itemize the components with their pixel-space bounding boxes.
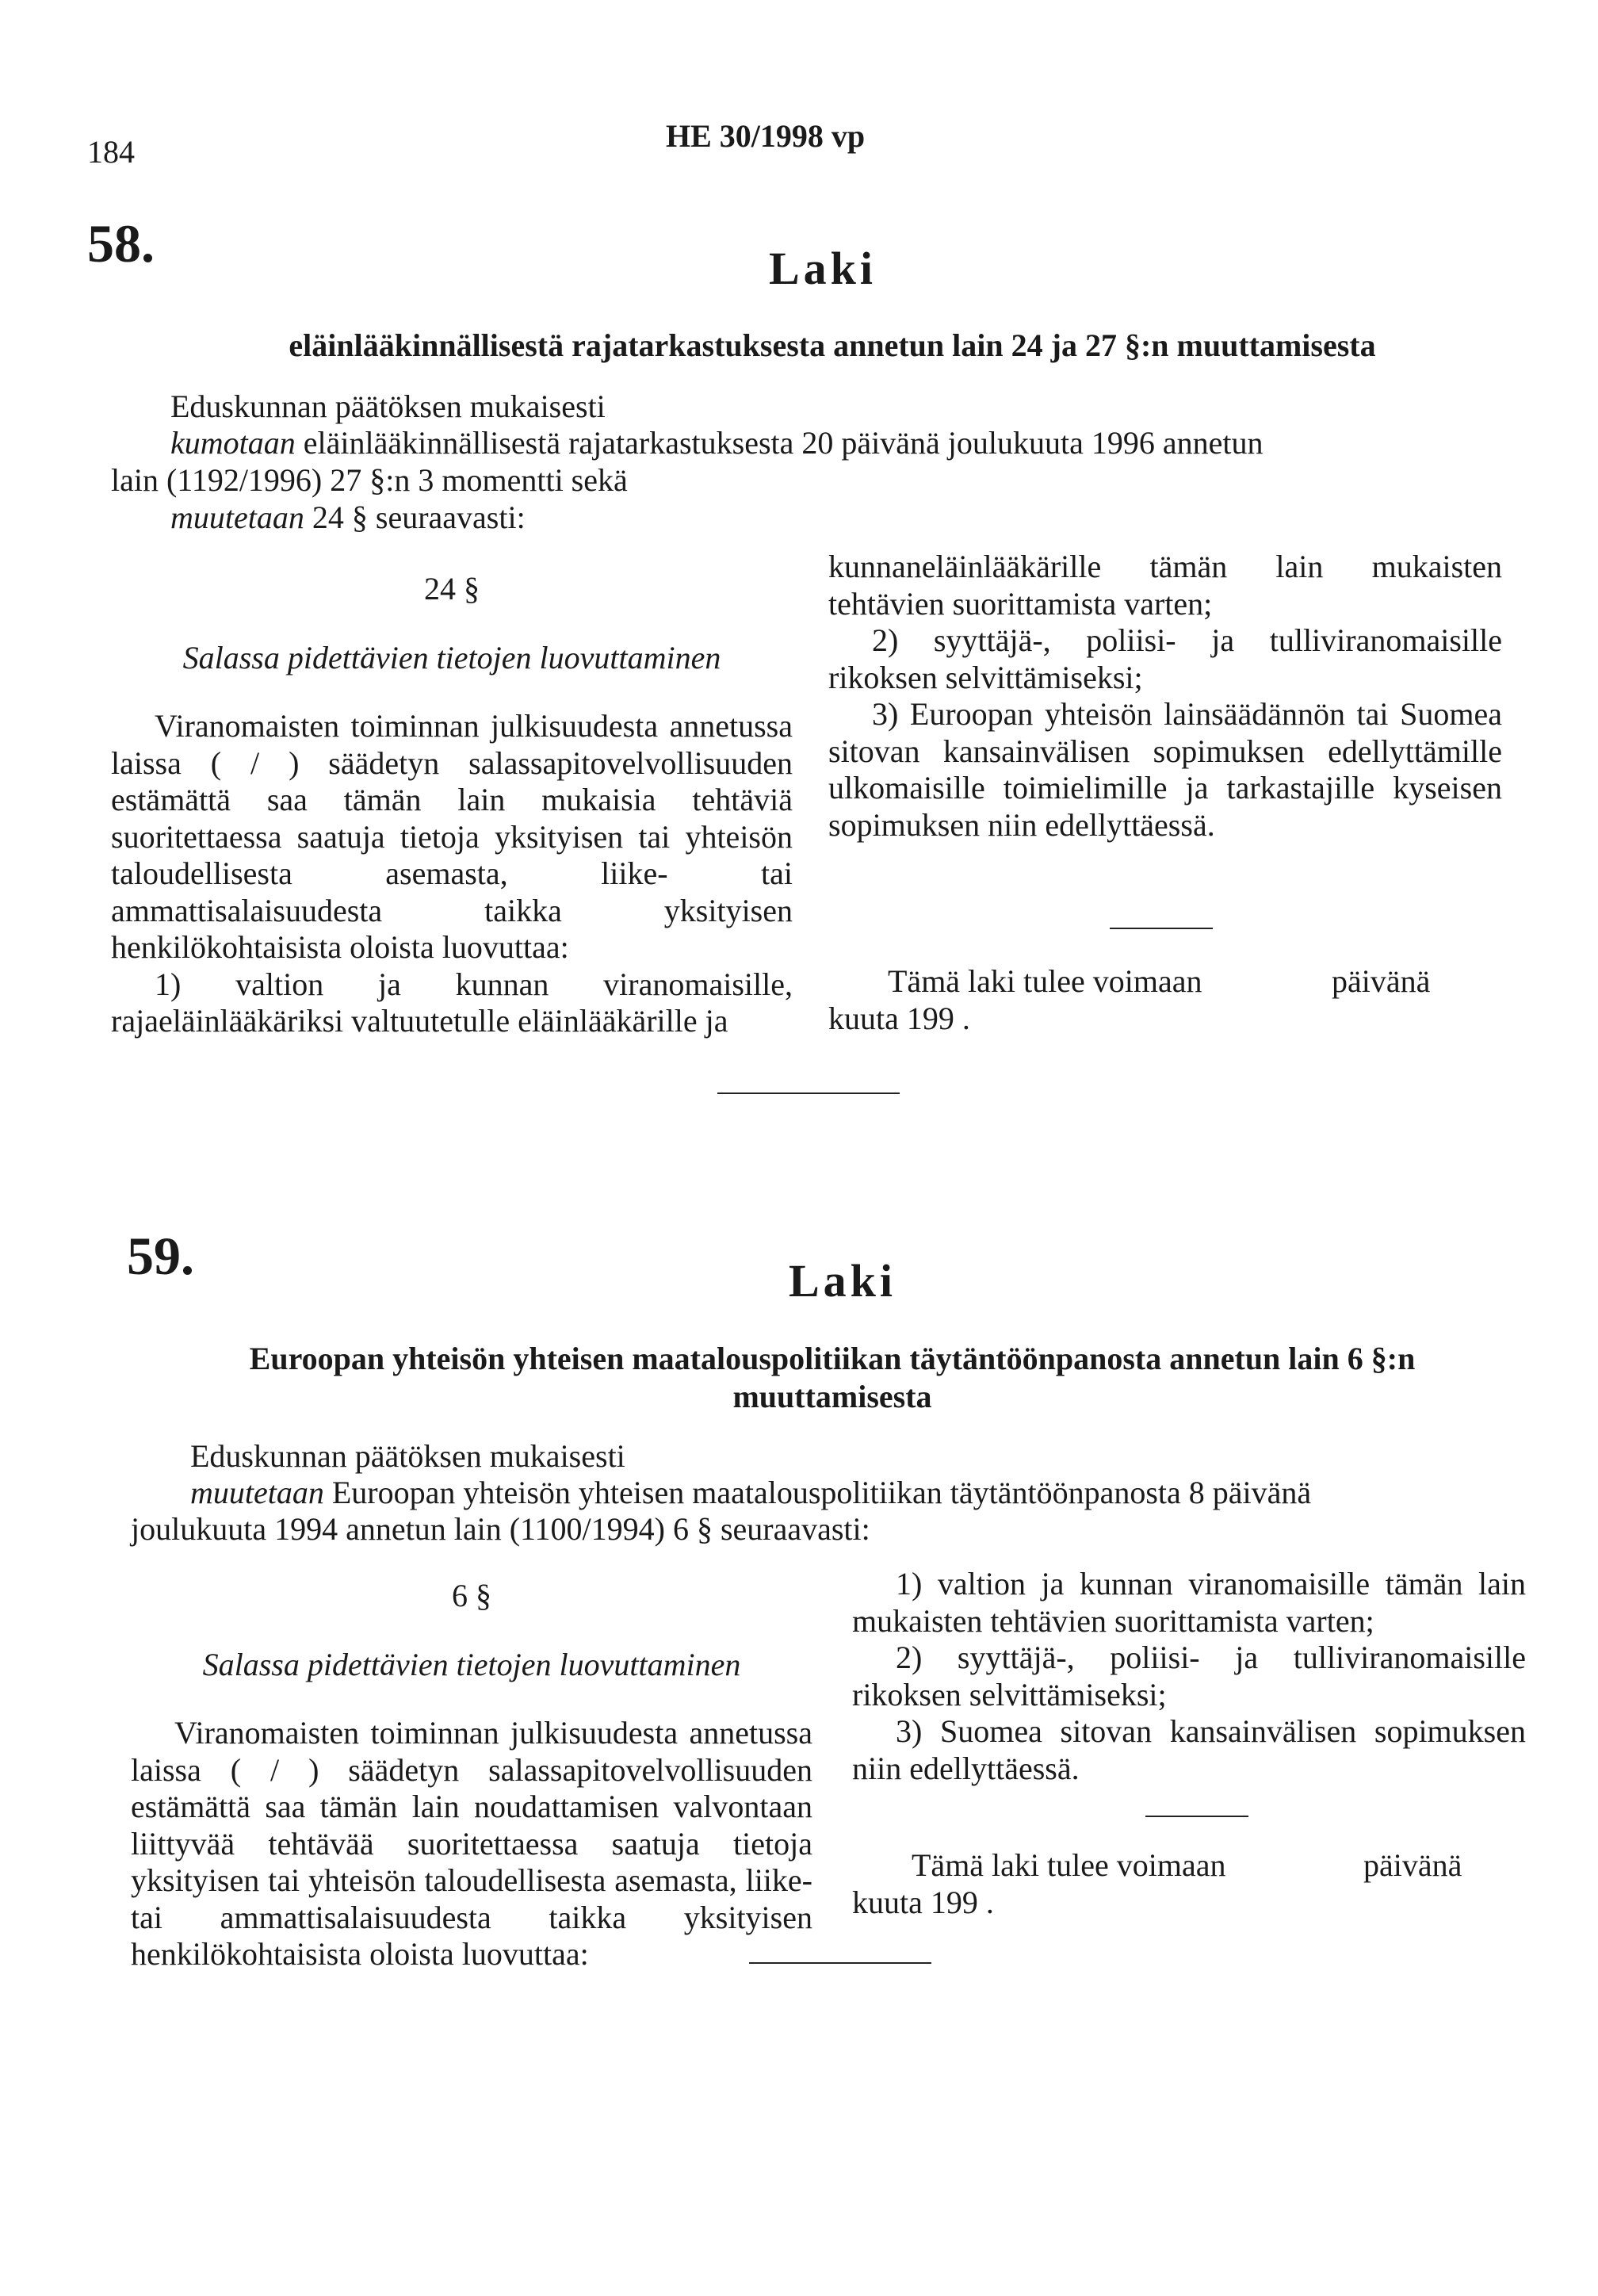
law-58-preamble: Eduskunnan päätöksen mukaisesti — [170, 388, 606, 424]
law-59-section-label: 6 § — [452, 1578, 491, 1613]
law-59-item-2: 2) syyttäjä-, poliisi- ja tulliviranomaisille rikoksen selvittämiseksi; — [852, 1640, 1526, 1712]
law-58-body: Viranomaisten toiminnan julkisuudesta annetussa laissa ( / ) säädetyn salassapitovelvollisuuden estämättä saa tämän lain mukaisia tehtäviä suoritettaessa saatuja tietoja yksityisen tai yhteisön taloudellisesta asemasta, liike- tai ammattisalaisuudesta taikka yksityisen henkilökohtaisista oloista luovuttaa: — [111, 708, 793, 965]
law-59-end-separator — [749, 1962, 931, 1964]
amend-text: Euroopan yhteisön yhteisen maatalouspolitiikan täytäntöönpanosta 8 päivänä — [323, 1475, 1312, 1510]
law-59-body: Viranomaisten toiminnan julkisuudesta annetussa laissa ( / ) säädetyn salassapitovelvollisuuden estämättä saa tämän lain noudattamisen valvontaan liittyvää tehtävää suoritettaessa saatuja tietoja yksityisen tai yhteisön taloudellisesta asemasta, liike- tai ammattisalaisuudesta taikka yksityisen henkilökohtaisista oloista luovuttaa: — [131, 1715, 812, 1972]
law-59-left-column — [131, 1578, 812, 1973]
law-58-item-3: 3) Euroopan yhteisön lainsäädännön tai Suomea sitovan kansainvälisen sopimuksen edellyttämille ulkomaisille toimielimille ja tarkastajille kyseisen sopimuksen niin edellyttäessä. — [828, 696, 1502, 843]
law-59-title: Laki — [788, 1255, 897, 1307]
law-58-entry-day: päivänä — [1332, 963, 1431, 999]
law-59-subject — [119, 1340, 1546, 1416]
page-number: 184 — [87, 134, 135, 170]
law-58-item-1-cont: kunnaneläinlääkärille tämän lain mukaisten tehtävien suorittamista varten; — [828, 549, 1502, 622]
law-58-section-title: Salassa pidettävien tietojen luovuttaminen — [182, 639, 721, 675]
law-58-repeal-line-2: lain (1192/1996) 27 §:n 3 momentti sekä — [111, 462, 628, 498]
law-59-right-column — [852, 1566, 1526, 1787]
law-59-entry-day: päivänä — [1363, 1847, 1462, 1883]
law-58-subject: eläinlääkinnällisestä rajatarkastuksesta annetun lain 24 ja 27 §:n muuttamisesta — [289, 327, 1376, 363]
law-58-right-column — [828, 549, 1502, 844]
law-59-divider — [1145, 1816, 1248, 1817]
law-59-amend-line-2: joulukuuta 1994 annetun lain (1100/1994) 6 § seuraavasti: — [131, 1511, 870, 1547]
law-58-section-label: 24 § — [424, 571, 480, 607]
law-59-subject-line-2: muuttamisesta — [732, 1379, 932, 1414]
law-58-entry-line-2: kuuta 199 . — [828, 1001, 970, 1036]
amend-verb: muutetaan — [170, 499, 304, 535]
law-59-entry-line: Tämä laki tulee voimaan — [912, 1847, 1226, 1883]
amend-text: 24 § seuraavasti: — [304, 499, 526, 535]
law-separator — [717, 1093, 900, 1094]
law-59-item-3: 3) Suomea sitovan kansainvälisen sopimuksen niin edellyttäessä. — [852, 1713, 1526, 1786]
law-59-number: 59. — [127, 1226, 194, 1286]
law-58-divider — [1110, 928, 1213, 929]
repeal-verb: kumotaan — [170, 425, 296, 461]
law-59-subject-line-1: Euroopan yhteisön yhteisen maatalouspolitiikan täytäntöönpanosta annetun lain 6 §:n — [249, 1341, 1416, 1376]
amend-verb: muutetaan — [190, 1475, 324, 1510]
repeal-text: eläinlääkinnällisestä rajatarkastuksesta 20 päivänä joulukuuta 1996 annetun — [295, 425, 1263, 461]
law-59-preamble: Eduskunnan päätöksen mukaisesti — [190, 1438, 625, 1474]
law-58-left-column — [111, 571, 793, 1040]
law-59-section-title: Salassa pidettävien tietojen luovuttaminen — [202, 1646, 741, 1682]
law-58-amend-line — [170, 499, 526, 536]
law-58-title: Laki — [768, 243, 877, 294]
law-58-repeal-line — [170, 425, 1263, 461]
law-58-number: 58. — [87, 213, 155, 274]
law-58-entry-line: Tämä laki tulee voimaan — [888, 963, 1202, 999]
law-59-entry-line-2: kuuta 199 . — [852, 1885, 994, 1920]
law-58-item-1: 1) valtion ja kunnan viranomaisille, rajaeläinlääkäriksi valtuutetulle eläinlääkärille ja — [111, 966, 793, 1039]
running-head: HE 30/1998 vp — [666, 118, 866, 154]
law-58-item-2: 2) syyttäjä-, poliisi- ja tulliviranomaisille rikoksen selvittämiseksi; — [828, 622, 1502, 695]
law-59-amend-line — [190, 1475, 1311, 1511]
law-59-item-1: 1) valtion ja kunnan viranomaisille tämän lain mukaisten tehtävien suorittamista varten; — [852, 1566, 1526, 1639]
